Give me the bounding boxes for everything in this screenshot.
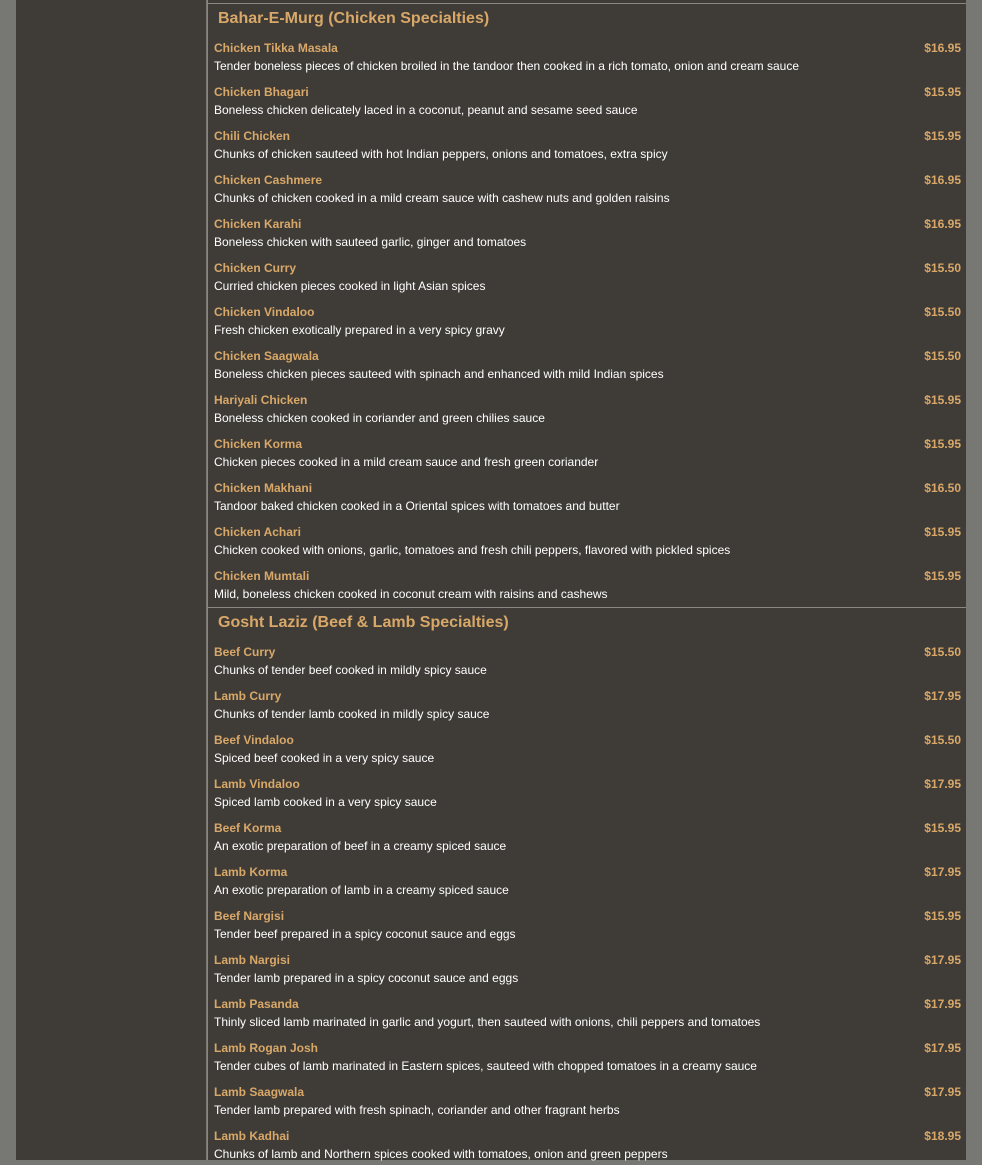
menu-item-name: Chicken Makhani <box>214 481 313 495</box>
right-margin <box>966 0 982 1160</box>
menu-item-description: Chunks of lamb and Northern spices cooked with tomatoes, onion and green peppers <box>214 1147 668 1161</box>
menu-item-description: Boneless chicken delicately laced in a coconut, peanut and sesame seed sauce <box>214 103 638 117</box>
menu-item-description: Tender beef prepared in a spicy coconut sauce and eggs <box>214 927 516 941</box>
menu-item <box>208 725 967 769</box>
menu-item-name: Chicken Mumtali <box>214 569 310 583</box>
menu-item-name: Chicken Achari <box>214 525 301 539</box>
menu-item-description: Spiced lamb cooked in a very spicy sauce <box>214 795 437 809</box>
menu-item-description: Fresh chicken exotically prepared in a very spicy gravy <box>214 323 505 337</box>
menu-item-name: Beef Nargisi <box>214 909 285 923</box>
menu-section-beef-lamb <box>208 607 967 1165</box>
menu-item <box>208 77 967 121</box>
menu-item-description: Boneless chicken pieces sauteed with spinach and enhanced with mild Indian spices <box>214 367 664 381</box>
menu-item-price: $15.50 <box>924 261 961 275</box>
left-sidebar <box>16 0 206 1160</box>
menu-item <box>208 121 967 165</box>
menu-item <box>208 945 967 989</box>
menu-item-name: Lamb Vindaloo <box>214 777 300 791</box>
menu-item <box>208 473 967 517</box>
menu-item-description: An exotic preparation of beef in a creamy spiced sauce <box>214 839 507 853</box>
menu-item-name: Chili Chicken <box>214 129 291 143</box>
menu-item-description: Boneless chicken cooked in coriander and green chilies sauce <box>214 411 545 425</box>
menu-item <box>208 813 967 857</box>
menu-item-description: Chicken pieces cooked in a mild cream sauce and fresh green coriander <box>214 455 599 469</box>
menu-item-name: Chicken Saagwala <box>214 349 319 363</box>
menu-item-description: An exotic preparation of lamb in a creamy spiced sauce <box>214 883 509 897</box>
section-items <box>208 637 967 1165</box>
menu-item-price: $16.95 <box>924 173 961 187</box>
menu-item <box>208 517 967 561</box>
menu-item-description: Mild, boneless chicken cooked in coconut cream with raisins and cashews <box>214 587 608 601</box>
menu-item-price: $15.50 <box>924 305 961 319</box>
menu-item <box>208 1121 967 1165</box>
menu-item-price: $17.95 <box>924 777 961 791</box>
menu-item-name: Chicken Cashmere <box>214 173 323 187</box>
menu-item-name: Lamb Nargisi <box>214 953 291 967</box>
menu-item <box>208 1077 967 1121</box>
menu-item-name: Hariyali Chicken <box>214 393 308 407</box>
menu-item-price: $15.95 <box>924 525 961 539</box>
menu-item <box>208 341 967 385</box>
menu-item-price: $17.95 <box>924 1085 961 1099</box>
menu-item-description: Tender boneless pieces of chicken broiled in the tandoor then cooked in a rich tomato, onion and cream sauce <box>214 59 800 73</box>
menu-item <box>208 385 967 429</box>
menu-item <box>208 253 967 297</box>
menu-item-name: Chicken Tikka Masala <box>214 41 338 55</box>
menu-section-chicken <box>208 4 967 607</box>
menu-item <box>208 681 967 725</box>
menu-item-price: $15.95 <box>924 909 961 923</box>
menu-item <box>208 901 967 945</box>
menu-item-description: Chunks of tender beef cooked in mildly spicy sauce <box>214 663 487 677</box>
menu-item-price: $15.95 <box>924 129 961 143</box>
menu-item <box>208 989 967 1033</box>
menu-item <box>208 297 967 341</box>
menu-item-description: Thinly sliced lamb marinated in garlic and yogurt, then sauteed with onions, chili peppers and tomatoes <box>214 1015 761 1029</box>
menu-item-name: Lamb Pasanda <box>214 997 299 1011</box>
menu-item-price: $16.95 <box>924 217 961 231</box>
menu-item-name: Chicken Karahi <box>214 217 302 231</box>
menu-item <box>208 33 967 77</box>
menu-item-description: Tender cubes of lamb marinated in Eastern spices, sauteed with chopped tomatoes in a creamy sauce <box>214 1059 757 1073</box>
menu-item-name: Lamb Korma <box>214 865 288 879</box>
menu-item-description: Chunks of chicken sauteed with hot Indian peppers, onions and tomatoes, extra spicy <box>214 147 668 161</box>
menu-item-name: Lamb Saagwala <box>214 1085 305 1099</box>
menu-item-price: $16.50 <box>924 481 961 495</box>
menu-item-name: Chicken Curry <box>214 261 297 275</box>
menu-item-price: $17.95 <box>924 865 961 879</box>
menu-item-price: $15.95 <box>924 821 961 835</box>
menu-item-description: Boneless chicken with sauteed garlic, ginger and tomatoes <box>214 235 527 249</box>
section-items <box>208 33 967 607</box>
section-title: Gosht Laziz (Beef & Lamb Specialties) <box>218 614 509 631</box>
menu-item-price: $15.50 <box>924 733 961 747</box>
menu-item-description: Tandoor baked chicken cooked in a Oriental spices with tomatoes and butter <box>214 499 620 513</box>
menu-item-price: $15.50 <box>924 645 961 659</box>
menu-item-description: Tender lamb prepared in a spicy coconut sauce and eggs <box>214 971 519 985</box>
menu-item-price: $15.95 <box>924 437 961 451</box>
menu-item <box>208 1033 967 1077</box>
menu-item-name: Chicken Bhagari <box>214 85 309 99</box>
menu-item-description: Chicken cooked with onions, garlic, tomatoes and fresh chili peppers, flavored with pickled spices <box>214 543 731 557</box>
menu-item-name: Lamb Curry <box>214 689 282 703</box>
menu-item-price: $18.95 <box>924 1129 961 1143</box>
menu-content <box>207 0 967 1160</box>
menu-item <box>208 769 967 813</box>
menu-item-price: $17.95 <box>924 997 961 1011</box>
menu-item-name: Beef Vindaloo <box>214 733 294 747</box>
menu-item <box>208 209 967 253</box>
section-title: Bahar-E-Murg (Chicken Specialties) <box>218 10 490 27</box>
menu-item <box>208 637 967 681</box>
menu-item-description: Tender lamb prepared with fresh spinach, coriander and other fragrant herbs <box>214 1103 620 1117</box>
menu-item-description: Chunks of tender lamb cooked in mildly spicy sauce <box>214 707 490 721</box>
menu-item-price: $15.50 <box>924 349 961 363</box>
menu-item <box>208 857 967 901</box>
menu-item-name: Chicken Korma <box>214 437 303 451</box>
menu-item-price: $15.95 <box>924 569 961 583</box>
menu-item-price: $17.95 <box>924 953 961 967</box>
menu-item-name: Beef Korma <box>214 821 282 835</box>
menu-item-description: Chunks of chicken cooked in a mild cream sauce with cashew nuts and golden raisins <box>214 191 670 205</box>
menu-item-price: $16.95 <box>924 41 961 55</box>
menu-item <box>208 429 967 473</box>
menu-item-price: $15.95 <box>924 393 961 407</box>
menu-item-name: Beef Curry <box>214 645 276 659</box>
menu-item-name: Lamb Rogan Josh <box>214 1041 319 1055</box>
menu-item-name: Lamb Kadhai <box>214 1129 290 1143</box>
menu-item-price: $17.95 <box>924 689 961 703</box>
menu-item-description: Curried chicken pieces cooked in light Asian spices <box>214 279 486 293</box>
menu-item-description: Spiced beef cooked in a very spicy sauce <box>214 751 435 765</box>
menu-item-price: $15.95 <box>924 85 961 99</box>
menu-item <box>208 561 967 607</box>
menu-item-name: Chicken Vindaloo <box>214 305 315 319</box>
menu-item-price: $17.95 <box>924 1041 961 1055</box>
menu-item <box>208 165 967 209</box>
